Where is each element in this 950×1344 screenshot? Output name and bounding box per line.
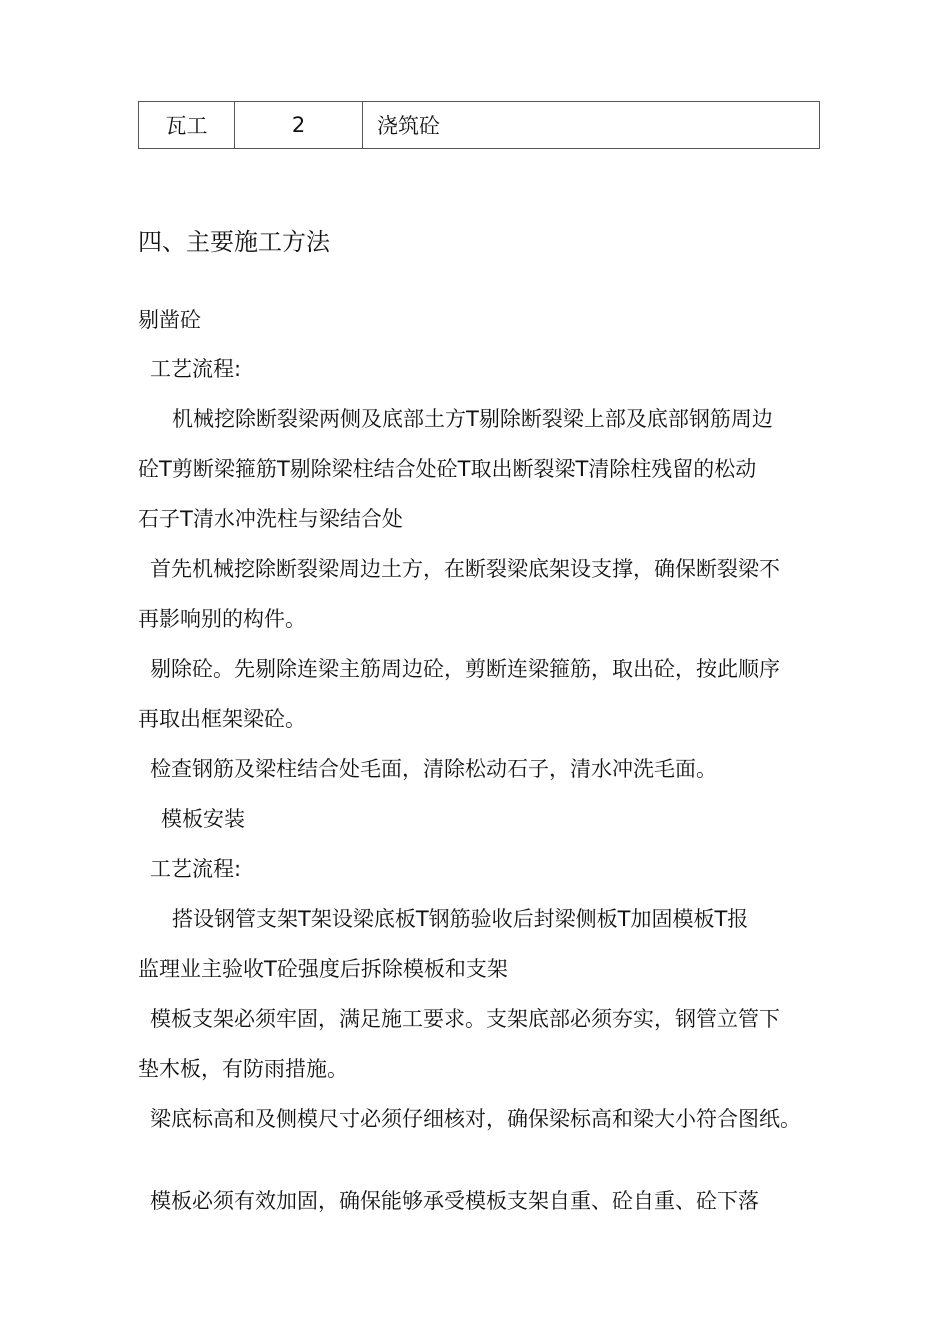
table-cell-task: 浇筑砼	[377, 114, 440, 138]
paragraph-line: 首先机械挖除断裂梁周边土方，在断裂梁底架设支撑，确保断裂梁不	[150, 557, 780, 581]
paragraph-line: 模板支架必须牢固，满足施工要求。支架底部必须夯实，钢管立管下	[150, 1007, 780, 1031]
paragraph-line: 垫木板，有防雨措施。	[138, 1057, 348, 1081]
paragraph-line: 检查钢筋及梁柱结合处毛面，清除松动石子，清水冲洗毛面。	[150, 757, 717, 781]
process-label: 工艺流程:	[150, 857, 242, 881]
process-label: 工艺流程:	[150, 357, 242, 381]
paragraph-line: 石子T清水冲洗柱与梁结合处	[138, 507, 403, 531]
paragraph-line: 梁底标高和及侧模尺寸必须仔细核对，确保梁标高和梁大小符合图纸。	[150, 1107, 801, 1131]
paragraph-line: 再影响别的构件。	[138, 607, 306, 631]
paragraph-line: 再取出框架梁砼。	[138, 707, 306, 731]
section-heading: 四、主要施工方法	[138, 228, 330, 256]
table-cell-trade: 瓦工	[139, 102, 235, 148]
paragraph-line: 机械挖除断裂梁两侧及底部土方T剔除断裂梁上部及底部钢筋周边	[172, 407, 773, 431]
paragraph-line: 监理业主验收T砼强度后拆除模板和支架	[138, 957, 508, 981]
paragraph-line: 剔除砼。先剔除连梁主筋周边砼，剪断连梁箍筋，取出砼，按此顺序	[150, 657, 780, 681]
paragraph-line: 模板必须有效加固，确保能够承受模板支架自重、砼自重、砼下落	[150, 1189, 759, 1213]
paragraph-line: 砼T剪断梁箍筋T剔除梁柱结合处砼T取出断裂梁T清除柱残留的松动	[138, 457, 757, 481]
subsection-title-formwork: 模板安装	[161, 807, 245, 831]
subsection-title-chiseling: 剔凿砼	[138, 308, 201, 332]
table-cell-count: 2	[235, 102, 363, 148]
paragraph-line: 搭设钢管支架T架设梁底板T钢筋验收后封梁侧板T加固模板T报	[172, 907, 749, 931]
labor-table	[138, 101, 820, 149]
